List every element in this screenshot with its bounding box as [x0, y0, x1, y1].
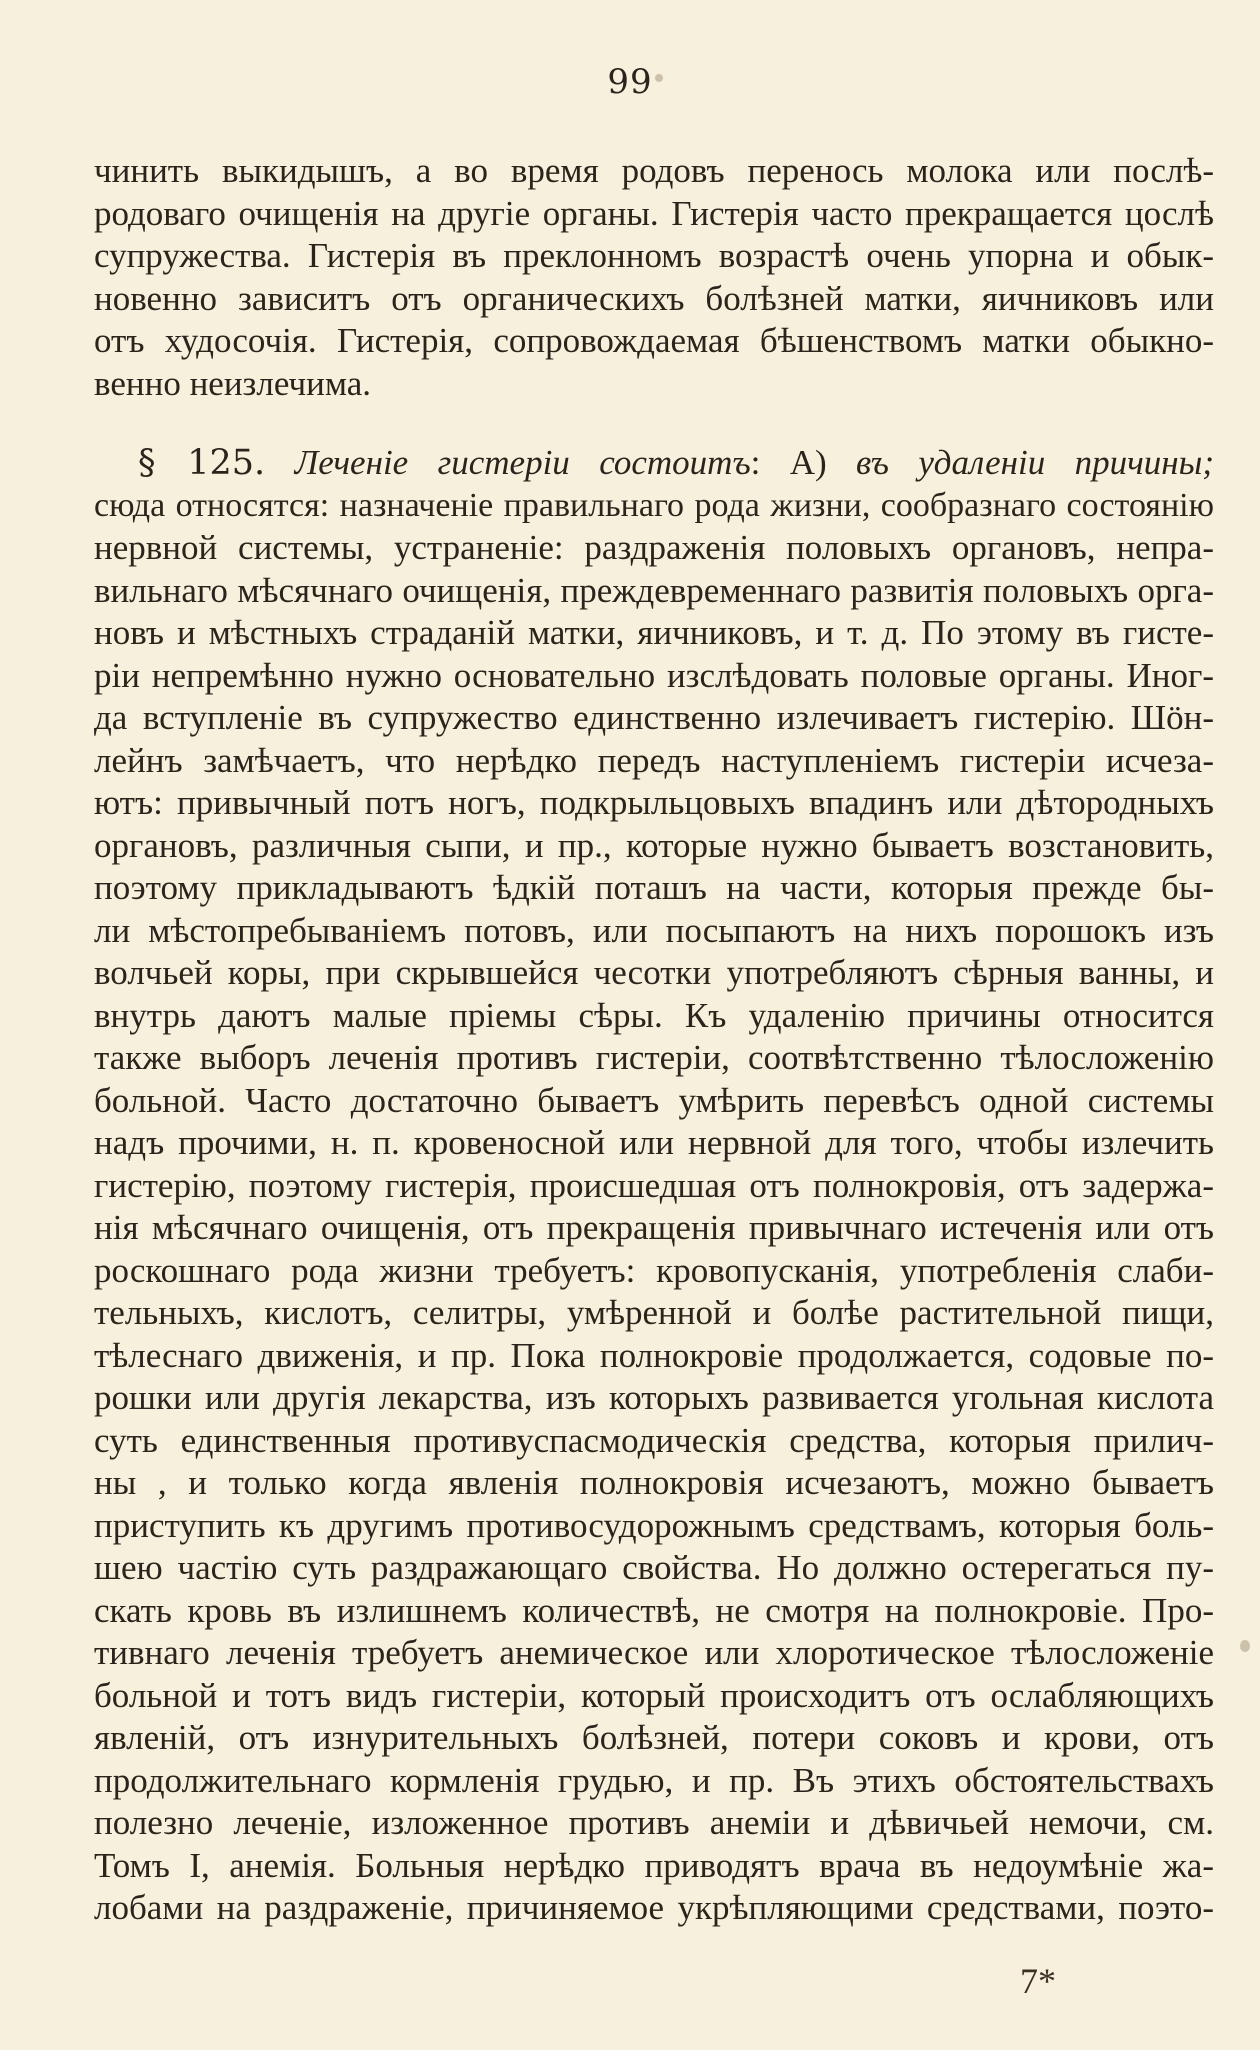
- text-line: приступить къ другимъ противосудорожнымъ средствамъ, которыя боль-: [94, 1505, 1214, 1545]
- paragraph-2: [94, 442, 1214, 1930]
- text-line: лейнъ замѣчаетъ, что нерѣдко передъ наступленіемъ гистеріи исчеза-: [94, 740, 1214, 780]
- page-number: 99: [607, 62, 653, 102]
- section-heading-rest: : А): [750, 443, 827, 482]
- text-line: суть единственныя противуспасмодическія средства, которыя прилич-: [94, 1420, 1214, 1460]
- text-line: скать кровь въ излишнемъ количествѣ, не смотря на полнокровіе. Про-: [94, 1590, 1214, 1630]
- text-line: нія мѣсячнаго очищенія, отъ прекращенія привычнаго истеченія или отъ: [94, 1208, 1214, 1247]
- section-heading-line: [94, 442, 1214, 485]
- text-line: тѣлеснаго движенія, и пр. Пока полнокровіе продолжается, содовые по-: [94, 1335, 1214, 1375]
- text-line: тивнаго леченія требуетъ анемическое или хлоротическое тѣлосложеніе: [94, 1633, 1214, 1672]
- section-heading-cause: въ удаленіи причины;: [856, 443, 1214, 482]
- text-line: надъ прочими, н. п. кровеносной или нервной для того, чтобы излечить: [94, 1123, 1214, 1162]
- text-line: вильнаго мѣсячнаго очищенія, преждевременнаго развитія половыхъ орга-: [94, 570, 1214, 610]
- text-line: да вступленіе въ супружество единственно излечиваетъ гистерію. Шӧн-: [94, 698, 1214, 737]
- text-line: новъ и мѣстныхъ страданій матки, яичниковъ, и т. д. По этому въ гисте-: [94, 613, 1214, 652]
- text-line: нервной системы, устраненіе: раздраженія половыхъ органовъ, непра-: [94, 528, 1214, 567]
- text-line: волчьей коры, при скрывшейся чесотки употребляютъ сѣрныя ванны, и: [94, 953, 1214, 992]
- text-line: ны , и только когда явленія полнокровія исчезаютъ, можно бываетъ: [94, 1463, 1214, 1502]
- text-line: ли мѣстопребываніемъ потовъ, или посыпаютъ на нихъ порошокъ изъ: [94, 910, 1214, 950]
- text-line: также выборъ леченія противъ гистеріи, соотвѣтственно тѣлосложенію: [94, 1038, 1214, 1077]
- section-heading: Леченіе гистеріи состоитъ: [294, 443, 751, 482]
- text-line: супружества. Гистерія въ преклонномъ возрастѣ очень упорна и обык-: [94, 236, 1214, 275]
- text-line: чинить выкидышъ, а во время родовъ перенось молока или послѣ-: [94, 151, 1214, 190]
- section-sign: § 125.: [138, 443, 266, 483]
- text-line: Томъ I, анемія. Больныя нерѣдко приводятъ врача въ недоумѣніе жа-: [94, 1845, 1214, 1885]
- text-line: полезно леченіе, изложенное противъ анеміи и дѣвичьей немочи, см.: [94, 1803, 1214, 1842]
- paper-spot: [655, 74, 663, 82]
- text-line: больной и тотъ видъ гистеріи, который происходитъ отъ ослабляющихъ: [94, 1675, 1214, 1715]
- text-line: родоваго очищенія на другіе органы. Гистерія часто прекращается цослѣ: [94, 193, 1214, 233]
- text-line: больной. Часто достаточно бываетъ умѣрить перевѣсъ одной системы: [94, 1080, 1214, 1120]
- text-line: ріи непремѣнно нужно основательно изслѣдовать половые органы. Иног-: [94, 655, 1214, 695]
- text-line: ютъ: привычный потъ ногъ, подкрыльцовыхъ впадинъ или дѣтородныхъ: [94, 783, 1214, 822]
- text-line: сюда относятся: назначеніе правильнаго рода жизни, сообразнаго состоянію: [94, 486, 1214, 524]
- text-line: внутрь даютъ малые пріемы сѣры. Къ удаленію причины относится: [94, 995, 1214, 1035]
- text-line: гистерію, поэтому гистерія, происшедшая отъ полнокровія, отъ задержа-: [94, 1165, 1214, 1205]
- text-line: венно неизлечима.: [94, 363, 372, 403]
- paragraph-1: [94, 150, 1214, 405]
- signature-mark: 7*: [1020, 1961, 1056, 2001]
- text-line: роскошнаго рода жизни требуетъ: кровопусканія, употребленія слаби-: [94, 1250, 1214, 1290]
- text-line: поэтому прикладываютъ ѣдкій поташъ на части, которыя прежде бы-: [94, 868, 1214, 907]
- text-line: лобами на раздраженіе, причиняемое укрѣпляющими средствами, поэто-: [94, 1888, 1214, 1927]
- text-line: тельныхъ, кислотъ, селитры, умѣренной и болѣе растительной пищи,: [94, 1293, 1214, 1332]
- text-line: шею частію суть раздражающаго свойства. Но должно остерегаться пу-: [94, 1548, 1214, 1587]
- text-line: продолжительнаго кормленія грудью, и пр. Въ этихъ обстоятельствахъ: [94, 1760, 1214, 1800]
- text-line: явленій, отъ изнурительныхъ болѣзней, потери соковъ и крови, отъ: [94, 1718, 1214, 1757]
- text-line: рошки или другія лекарства, изъ которыхъ развивается угольная кислота: [94, 1378, 1214, 1417]
- text-line: органовъ, различныя сыпи, и пр., которые нужно бываетъ возстановить,: [94, 825, 1214, 865]
- text-line: отъ худосочія. Гистерія, сопровождаемая бѣшенствомъ матки обыкно-: [94, 321, 1214, 360]
- text-line: новенно зависитъ отъ органическихъ болѣзней матки, яичниковъ или: [94, 278, 1214, 318]
- paper-spot: [1240, 1640, 1250, 1652]
